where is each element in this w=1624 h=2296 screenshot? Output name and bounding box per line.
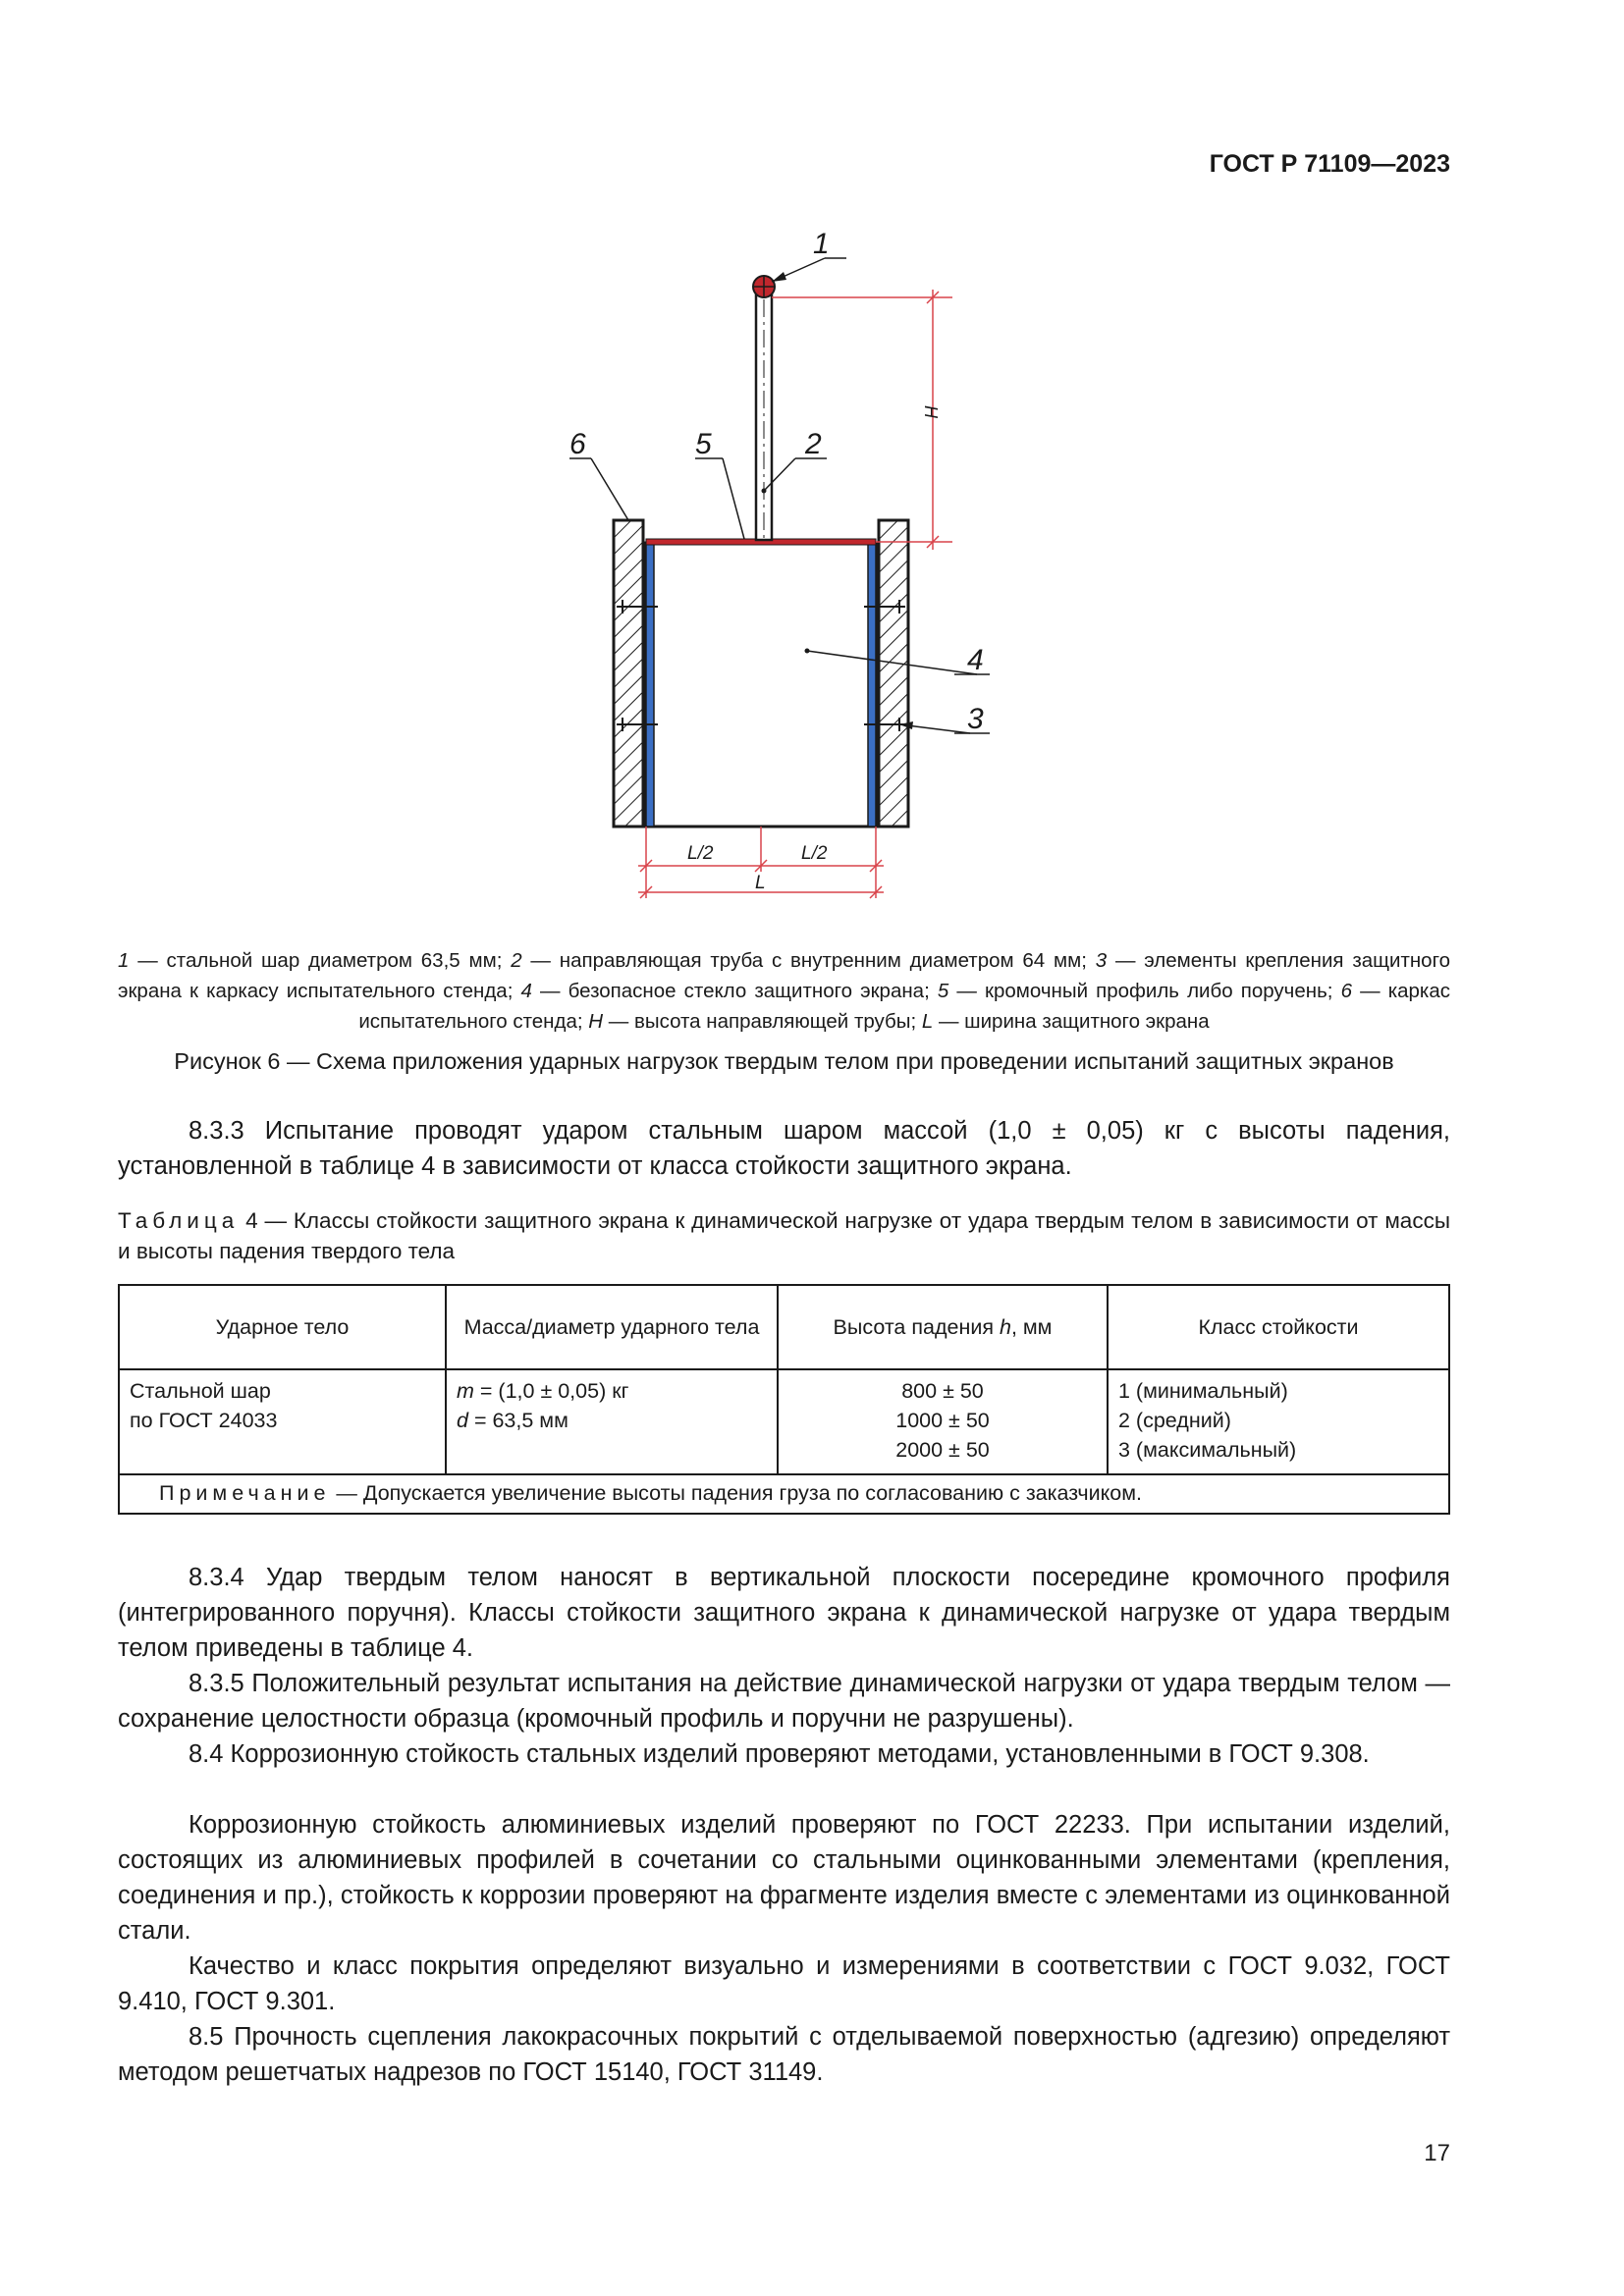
diameter-value: = 63,5 мм bbox=[467, 1409, 568, 1432]
table-caption bbox=[118, 1205, 1450, 1266]
glass-panel bbox=[646, 543, 876, 827]
cell-line: 3 (максимальный) bbox=[1118, 1438, 1297, 1462]
cell-line bbox=[457, 1376, 767, 1406]
impact-test-diagram bbox=[530, 221, 1080, 928]
cell-mass-diameter bbox=[446, 1369, 778, 1474]
legend-text: — элементы крепления защитного экрана к каркасу испытательного стенда; bbox=[118, 949, 1450, 1002]
glass-edge-right bbox=[868, 543, 876, 827]
label-2: 2 bbox=[805, 428, 822, 460]
paragraph-8-3-3 bbox=[118, 1113, 1450, 1184]
document-id-header: ГОСТ Р 71109—2023 bbox=[1209, 150, 1450, 178]
left-frame-post bbox=[614, 520, 643, 827]
paragraph-text: 8.4 Коррозионную стойкость стальных изделий проверяют методами, установленными в ГОСТ 9.308. bbox=[189, 1740, 1370, 1768]
diameter-var: d bbox=[457, 1409, 468, 1432]
mass-value: = (1,0 ± 0,05) кг bbox=[473, 1379, 629, 1403]
note-word: Примечание bbox=[159, 1481, 331, 1505]
legend-text: — ширина защитного экрана bbox=[933, 1010, 1210, 1033]
legend-num: H bbox=[588, 1010, 604, 1033]
label-3: 3 bbox=[967, 703, 984, 735]
paragraph-8-4-aluminium bbox=[118, 1807, 1450, 1949]
note-text: — Допускается увеличение высоты падения груза по согласованию с заказчиком. bbox=[330, 1481, 1142, 1505]
legend-text: — высота направляющей трубы; bbox=[603, 1010, 922, 1033]
cell-impact-body bbox=[119, 1369, 446, 1474]
legend-num: 4 bbox=[520, 980, 532, 1002]
table-caption-text: 4 — Классы стойкости защитного экрана к динамической нагрузке от удара твердым телом в зависимости от массы и высоты падения твердого тела bbox=[118, 1208, 1450, 1263]
paragraph-8-5 bbox=[118, 2019, 1450, 2090]
cell-line: 1 (минимальный) bbox=[1118, 1379, 1288, 1403]
label-6: 6 bbox=[569, 428, 586, 460]
dim-width-label: L bbox=[755, 873, 766, 893]
paragraph-text: 8.5 Прочность сцепления лакокрасочных покрытий с отделываемой поверхностью (адгезию) определяют методом решетчатых надрезов по ГОСТ 15140, ГОСТ 31149. bbox=[118, 2023, 1450, 2086]
header-drop-height-text: Высота падения bbox=[833, 1315, 1000, 1339]
label-4: 4 bbox=[967, 644, 984, 676]
legend-text: — стальной шар диаметром 63,5 мм; bbox=[129, 949, 512, 972]
legend-num: 2 bbox=[511, 949, 522, 972]
dim-half-right-label: L/2 bbox=[801, 843, 828, 864]
table-header-row bbox=[119, 1285, 1449, 1369]
paragraph-text: Коррозионную стойкость алюминиевых изделий проверяют по ГОСТ 22233. При испытании изделий, состоящих из алюминиевых профилей в сочетании со стальными оцинкованными элементами (крепления, соединения и пр.), стойкость к коррозии проверяют на фрагменте изделия вместе с элементами из оцинкованной стали. bbox=[118, 1811, 1450, 1945]
impact-resistance-table bbox=[118, 1284, 1450, 1515]
dim-h-label: H bbox=[921, 405, 941, 418]
cell-drop-heights bbox=[778, 1369, 1108, 1474]
paragraph-text: 8.3.5 Положительный результат испытания на действие динамической нагрузки от удара твердым телом — сохранение целостности образца (кромочный профиль и поручни не разрушены). bbox=[118, 1670, 1450, 1733]
legend-num: 3 bbox=[1095, 949, 1108, 972]
legend-text: — кромочный профиль либо поручень; bbox=[948, 980, 1341, 1002]
page-number: 17 bbox=[1424, 2140, 1450, 2166]
label-1: 1 bbox=[813, 228, 830, 260]
cell-line: Стальной шар bbox=[130, 1379, 271, 1403]
mass-var: m bbox=[457, 1379, 474, 1403]
header-mass-diameter: Масса/диаметр ударного тела bbox=[446, 1285, 778, 1369]
dim-half-left-label: L/2 bbox=[687, 843, 714, 864]
table-row bbox=[119, 1369, 1449, 1474]
cell-line: 2000 ± 50 bbox=[895, 1438, 990, 1462]
paragraph-8-3-4 bbox=[118, 1560, 1450, 1666]
paragraph-8-4-coating bbox=[118, 1949, 1450, 2019]
legend-num: L bbox=[921, 1010, 934, 1033]
figure-caption: Рисунок 6 — Схема приложения ударных нагрузок твердым телом при проведении испытаний защитных экранов bbox=[174, 1048, 1394, 1074]
cell-line: 2 (средний) bbox=[1118, 1409, 1231, 1432]
paragraph-8-3-5 bbox=[118, 1666, 1450, 1736]
table-note-row bbox=[119, 1474, 1449, 1514]
header-drop-height bbox=[778, 1285, 1108, 1369]
legend-num: 1 bbox=[118, 949, 130, 972]
header-resistance-class: Класс стойкости bbox=[1108, 1285, 1449, 1369]
legend-text: — безопасное стекло защитного экрана; bbox=[531, 980, 938, 1002]
paragraph-text: Качество и класс покрытия определяют визуально и измерениями в соответствии с ГОСТ 9.032, ГОСТ 9.410, ГОСТ 9.301. bbox=[118, 1952, 1450, 2015]
right-frame-post bbox=[879, 520, 908, 827]
legend-text: — каркас испытательного стенда; bbox=[358, 980, 1450, 1033]
cell-line: по ГОСТ 24033 bbox=[130, 1409, 278, 1432]
legend-num: 5 bbox=[937, 980, 949, 1002]
cell-line: 800 ± 50 bbox=[901, 1379, 984, 1403]
header-impact-body: Ударное тело bbox=[119, 1285, 446, 1369]
paragraph-text: 8.3.3 Испытание проводят ударом стальным шаром массой (1,0 ± 0,05) кг с высоты падения, установленной в таблице 4 в зависимости от класса стойкости защитного экрана. bbox=[118, 1117, 1450, 1180]
label-5: 5 bbox=[695, 428, 712, 460]
glass-edge-left bbox=[646, 543, 654, 827]
paragraph-text: 8.3.4 Удар твердым телом наносят в вертикальной плоскости посередине кромочного профиля (интегрированного поручня). Классы стойкости защитного экрана к динамической нагрузке от удара твердым телом приведены в таблице 4. bbox=[118, 1564, 1450, 1662]
table-note bbox=[119, 1474, 1449, 1514]
legend-num: 6 bbox=[1340, 980, 1352, 1002]
header-drop-height-unit: , мм bbox=[1010, 1315, 1053, 1339]
paragraph-8-4 bbox=[118, 1736, 1450, 1772]
cell-line: 1000 ± 50 bbox=[895, 1409, 990, 1432]
cell-resistance-classes bbox=[1108, 1369, 1449, 1474]
figure-legend bbox=[118, 945, 1450, 1037]
legend-text: — направляющая труба с внутренним диаметром 64 мм; bbox=[521, 949, 1096, 972]
table-caption-word: Таблица bbox=[118, 1208, 240, 1233]
cell-line bbox=[457, 1406, 767, 1435]
header-drop-height-var: h bbox=[999, 1315, 1011, 1339]
